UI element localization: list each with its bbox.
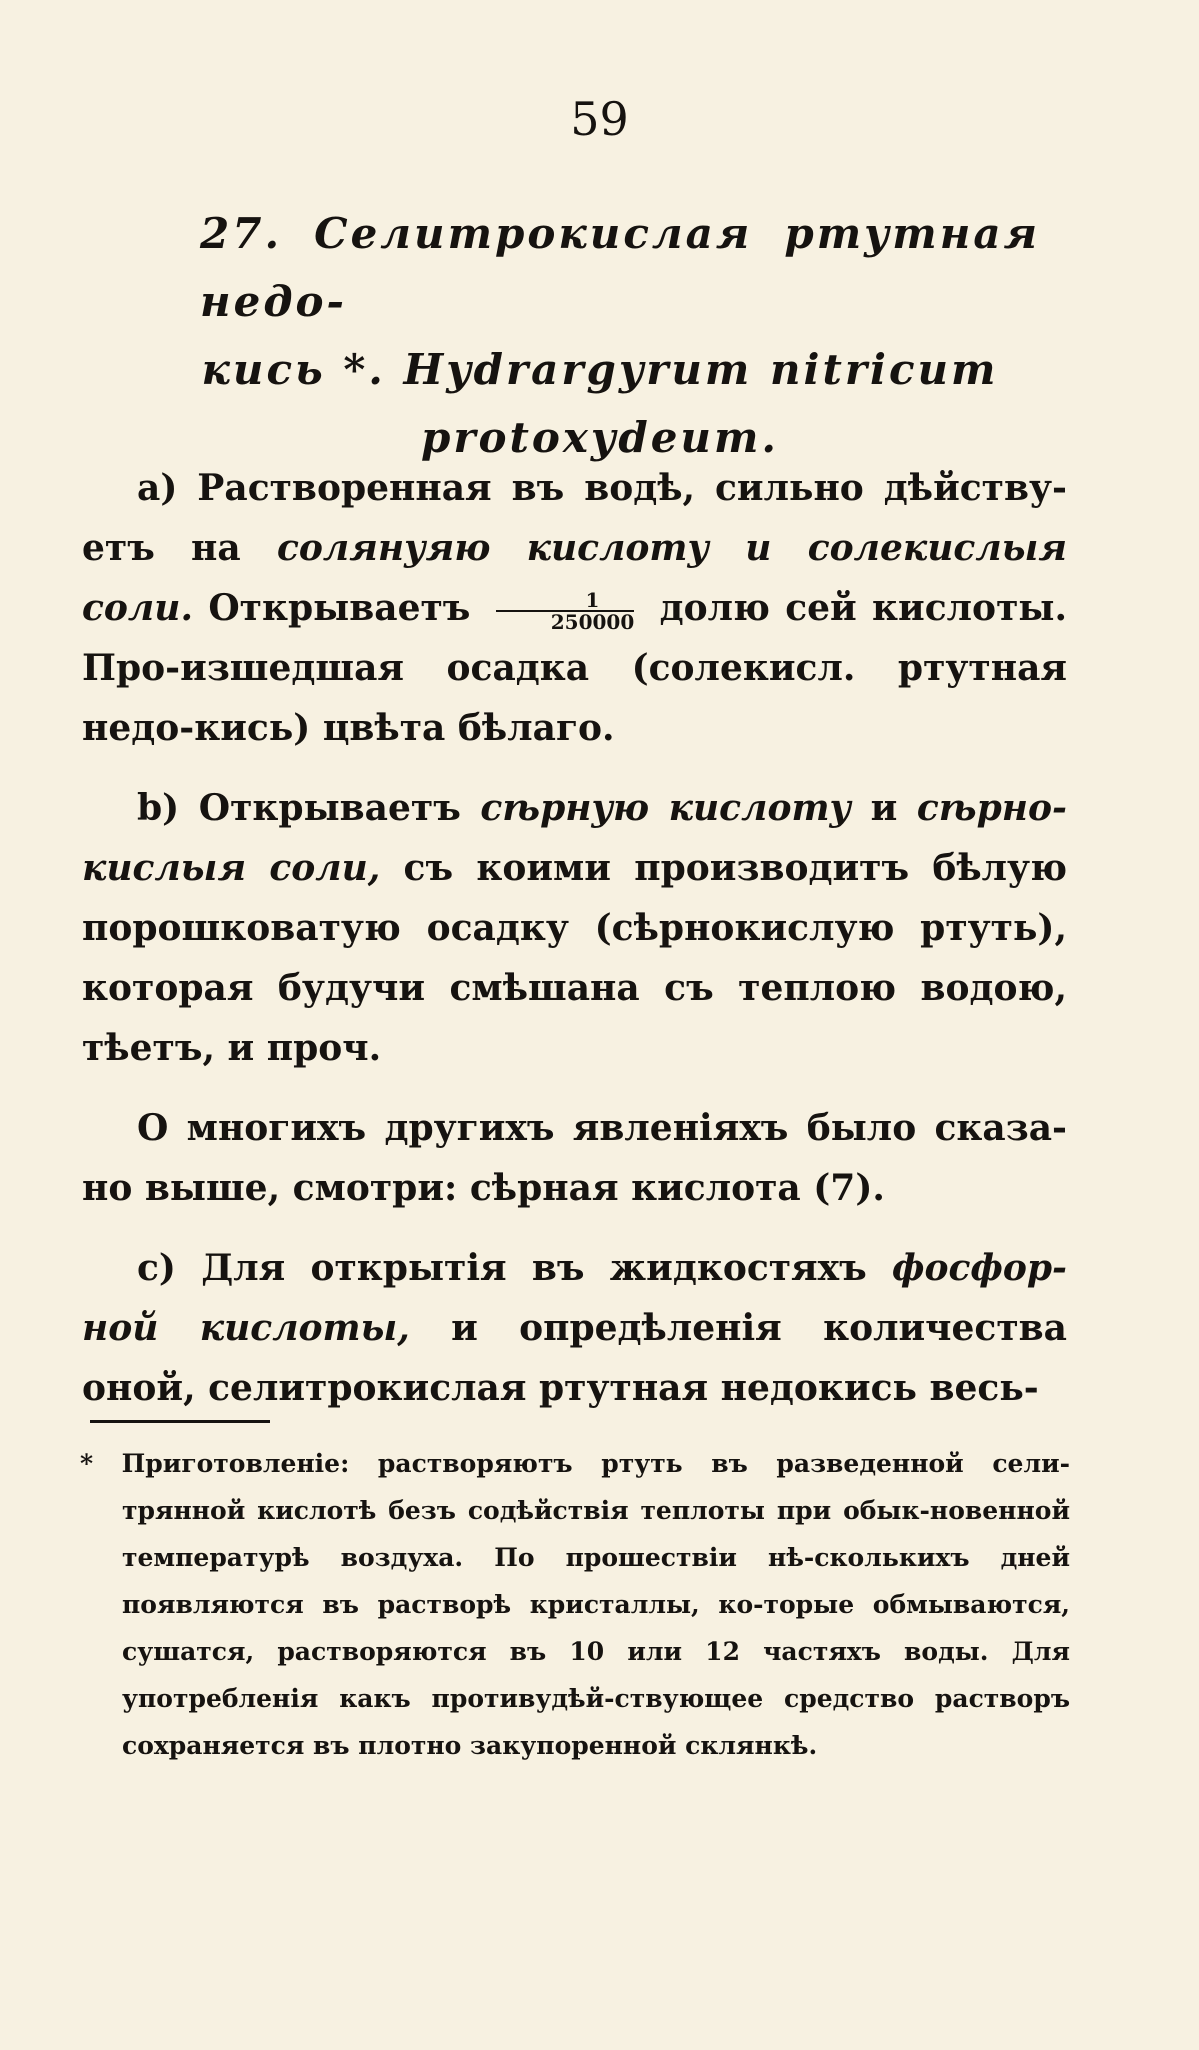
paragraph-c-italic: фосфор-ной кислоты, [82,1247,1067,1349]
footnote-text: * Приготовленіе: растворяютъ ртуть въ разведенной сели-трянной кислотѣ безъ содѣйствія теплоты при обык-новенной температурѣ воздуха. По прошествіи нѣ-сколькихъ дней появляются въ растворѣ кристаллы, ко-торые обмываются, сушатся, растворяются въ 10 или 12 частяхъ воды. Для употребленія какъ противудѣй-ствующее средство растворъ сохраняется въ плотно закупоренной склянкѣ. [80,1449,1070,1760]
paragraph-a-text-1: а) Растворенная въ водѣ, сильно дѣйству-етъ на [82,467,1067,569]
page-number: 59 [570,92,629,146]
paragraph-c-text-2: и опредѣленія количества оной, селитрокислая ртутная недокись весь- [82,1307,1067,1409]
fraction-numerator: 1 [496,590,635,612]
heading-line-1: 27. Селитрокислая ртутная недо- [200,209,1040,326]
paragraph-b-italic-1: сѣрную кислоту [480,787,852,829]
section-heading [90,200,1110,472]
heading-line-3: protoxydeum. [420,413,780,462]
paragraph-a-text-2: Открываетъ [193,587,486,629]
footnote [80,1440,1070,1769]
paragraph-b-italic-2: сѣрно-кислыя соли, [82,787,1067,889]
paragraph-c [82,1238,1067,1418]
fraction-denominator: 250000 [550,610,635,634]
heading-line-2: кись *. Hydrargyrum nitricum [201,345,999,394]
fraction [496,590,635,632]
paragraph-b [82,778,1067,1078]
paragraph-a [82,458,1067,758]
paragraph-other: О многихъ другихъ явленіяхъ было сказа-но выше, смотри: сѣрная кислота (7). [82,1107,1067,1209]
paragraph-a-text-3: долю сей кислоты. Про-изшедшая осадка (солекисл. ртутная недо-кись) цвѣта бѣлаго. [82,587,1068,749]
main-text [82,458,1067,1418]
footnote-divider [90,1420,270,1423]
paragraph-b-text-2: и [851,787,917,829]
paragraph-b-text-3: съ коими производитъ бѣлую порошковатую осадку (сѣрнокислую ртуть), которая будучи смѣшана съ теплою водою, тѣетъ, и проч. [82,847,1067,1069]
paragraph-c-text-1: с) Для открытія въ жидкостяхъ [137,1247,892,1289]
paragraph-b-text-1: b) Открываетъ [137,787,481,829]
paragraph-a-italic: солянуяю кислоту и солекислыя соли. [82,527,1067,629]
